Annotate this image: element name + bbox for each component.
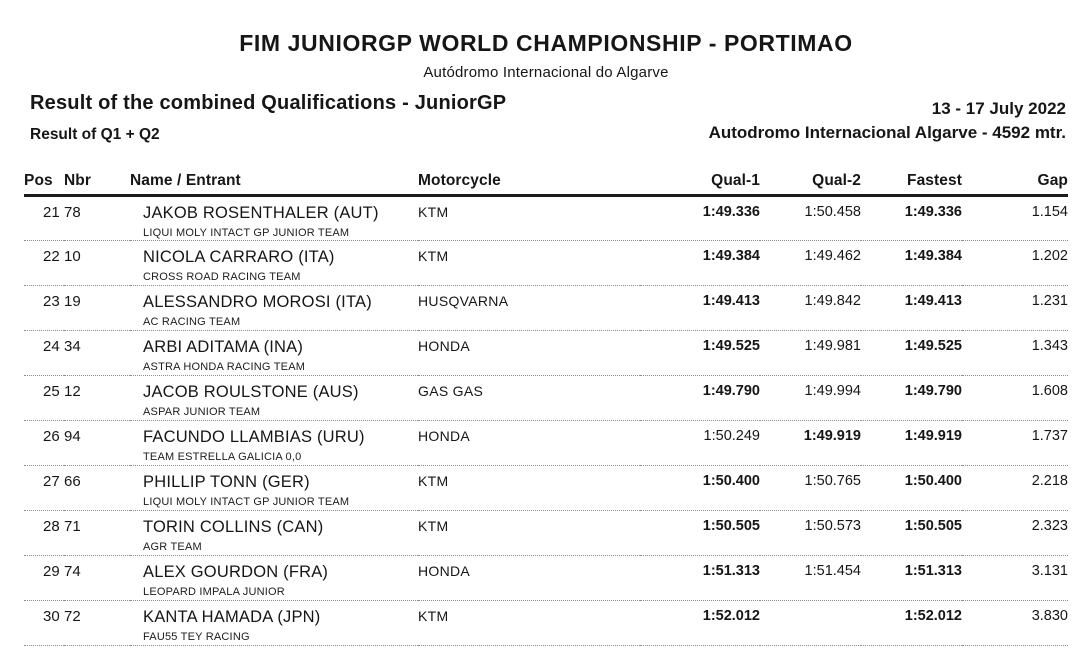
fastest-time: 1:50.505: [904, 518, 962, 534]
column-header-pos: Pos: [24, 172, 64, 196]
table-row: [24, 556, 1068, 601]
rider-number: 10: [64, 248, 81, 265]
result-session: Result of Q1 + Q2: [30, 126, 160, 143]
entrant-team: LIQUI MOLY INTACT GP JUNIOR TEAM: [143, 496, 350, 508]
name-entrant-cell: [130, 466, 418, 511]
motorcycle-value: HUSQVARNA: [418, 293, 509, 309]
rider-name: PHILLIP TONN (GER): [143, 473, 310, 491]
qual1-time: 1:50.505: [702, 518, 760, 534]
results-body: [24, 196, 1068, 646]
track-info: Autodromo Internacional Algarve - 4592 mtr.: [708, 123, 1066, 142]
gap-value: 1.608: [1031, 383, 1068, 399]
event-info-block: [709, 92, 1066, 143]
table-row: [24, 196, 1068, 241]
gap-value: 3.830: [1031, 608, 1068, 624]
name-entrant-cell: [130, 421, 418, 466]
position-value: 21: [43, 204, 60, 221]
qual2-time: 1:49.981: [804, 338, 861, 354]
entrant-team: LEOPARD IMPALA JUNIOR: [143, 586, 285, 598]
table-row: [24, 286, 1068, 331]
gap-value: 2.218: [1031, 473, 1068, 489]
motorcycle-value: GAS GAS: [418, 383, 484, 399]
rider-number: 74: [64, 563, 81, 580]
rider-name: NICOLA CARRARO (ITA): [143, 248, 335, 266]
rider-name: KANTA HAMADA (JPN): [143, 608, 321, 626]
rider-number: 78: [64, 204, 81, 221]
position-value: 25: [43, 383, 60, 400]
motorcycle-value: KTM: [418, 473, 449, 489]
entrant-team: LIQUI MOLY INTACT GP JUNIOR TEAM: [143, 227, 350, 239]
qual1-time: 1:49.413: [702, 293, 760, 309]
table-row: [24, 376, 1068, 421]
fastest-time: 1:49.336: [904, 204, 962, 220]
entrant-team: TEAM ESTRELLA GALICIA 0,0: [143, 451, 302, 463]
rider-number: 94: [64, 428, 81, 445]
qual2-time: [760, 601, 861, 646]
position-value: 24: [43, 338, 60, 355]
rider-number: 34: [64, 338, 81, 355]
column-header-motorcycle: Motorcycle: [418, 172, 640, 196]
fastest-time: 1:49.413: [904, 293, 962, 309]
name-entrant-cell: [130, 376, 418, 421]
result-heading-block: [30, 92, 506, 144]
result-title: Result of the combined Qualifications - JuniorGP: [30, 92, 507, 114]
qual1-time: 1:50.400: [702, 473, 760, 489]
fastest-time: 1:52.012: [904, 608, 962, 624]
qual2-time: 1:50.765: [804, 473, 861, 489]
info-row: [30, 92, 1066, 144]
position-value: 29: [43, 563, 60, 580]
motorcycle-value: HONDA: [418, 428, 471, 444]
table-header-row: [24, 172, 1068, 196]
entrant-team: ASTRA HONDA RACING TEAM: [143, 361, 306, 373]
column-header-qual1: Qual-1: [640, 172, 760, 196]
results-table: [24, 172, 1068, 646]
rider-number: 72: [64, 608, 81, 625]
motorcycle-value: KTM: [418, 248, 449, 264]
fastest-time: 1:49.790: [904, 383, 962, 399]
name-entrant-cell: [130, 286, 418, 331]
fastest-time: 1:51.313: [904, 563, 962, 579]
gap-value: 3.131: [1031, 563, 1068, 579]
table-row: [24, 241, 1068, 286]
rider-number: 71: [64, 518, 81, 535]
event-date: 13 - 17 July 2022: [931, 99, 1066, 118]
fastest-time: 1:49.384: [904, 248, 962, 264]
position-value: 22: [43, 248, 60, 265]
qual1-time: 1:50.249: [703, 428, 760, 444]
name-entrant-cell: [130, 511, 418, 556]
position-value: 28: [43, 518, 60, 535]
fastest-time: 1:50.400: [904, 473, 962, 489]
gap-value: 1.231: [1031, 293, 1068, 309]
table-row: [24, 466, 1068, 511]
position-value: 26: [43, 428, 60, 445]
column-header-qual2: Qual-2: [760, 172, 861, 196]
gap-value: 1.343: [1031, 338, 1068, 354]
motorcycle-value: KTM: [418, 608, 449, 624]
name-entrant-cell: [130, 241, 418, 286]
qual1-time: 1:49.790: [702, 383, 760, 399]
rider-name: JACOB ROULSTONE (AUS): [143, 383, 359, 401]
entrant-team: AC RACING TEAM: [143, 316, 241, 328]
entrant-team: CROSS ROAD RACING TEAM: [143, 271, 301, 283]
qual2-time: 1:49.462: [804, 248, 861, 264]
name-entrant-cell: [130, 331, 418, 376]
gap-value: 1.154: [1031, 204, 1068, 220]
qual1-time: 1:51.313: [702, 563, 760, 579]
rider-name: ARBI ADITAMA (INA): [143, 338, 304, 356]
qual2-time: 1:49.994: [804, 383, 861, 399]
column-header-gap: Gap: [962, 172, 1068, 196]
position-value: 23: [43, 293, 60, 310]
gap-value: 1.737: [1031, 428, 1068, 444]
table-row: [24, 601, 1068, 646]
fastest-time: 1:49.525: [904, 338, 962, 354]
rider-name: ALESSANDRO MOROSI (ITA): [143, 293, 372, 311]
gap-value: 1.202: [1031, 248, 1068, 264]
table-row: [24, 421, 1068, 466]
entrant-team: FAU55 TEY RACING: [143, 631, 250, 643]
page-title: FIM JUNIORGP WORLD CHAMPIONSHIP - PORTIMAO: [239, 30, 853, 56]
table-row: [24, 331, 1068, 376]
rider-number: 19: [64, 293, 81, 310]
rider-name: TORIN COLLINS (CAN): [143, 518, 324, 536]
rider-number: 66: [64, 473, 81, 490]
table-row: [24, 511, 1068, 556]
position-value: 30: [43, 608, 60, 625]
page-subtitle: Autódromo Internacional do Algarve: [423, 64, 669, 81]
motorcycle-value: HONDA: [418, 338, 471, 354]
qual1-time: 1:49.336: [702, 204, 760, 220]
qual2-time: 1:49.919: [803, 428, 861, 444]
qual2-time: 1:50.458: [804, 204, 861, 220]
rider-name: FACUNDO LLAMBIAS (URU): [143, 428, 365, 446]
column-header-nbr: Nbr: [64, 172, 130, 196]
rider-name: JAKOB ROSENTHALER (AUT): [143, 204, 379, 222]
entrant-team: ASPAR JUNIOR TEAM: [143, 406, 261, 418]
gap-value: 2.323: [1031, 518, 1068, 534]
fastest-time: 1:49.919: [904, 428, 962, 444]
qual1-time: 1:49.384: [702, 248, 760, 264]
column-header-fastest: Fastest: [861, 172, 962, 196]
qual1-time: 1:52.012: [702, 608, 760, 624]
name-entrant-cell: [130, 556, 418, 601]
qual2-time: 1:49.842: [804, 293, 861, 309]
name-entrant-cell: [130, 196, 418, 241]
motorcycle-value: KTM: [418, 204, 449, 220]
qual2-time: 1:51.454: [804, 563, 861, 579]
name-entrant-cell: [130, 601, 418, 646]
motorcycle-value: HONDA: [418, 563, 471, 579]
entrant-team: AGR TEAM: [143, 541, 202, 553]
qual2-time: 1:50.573: [804, 518, 861, 534]
rider-name: ALEX GOURDON (FRA): [143, 563, 329, 581]
column-header-name-entrant: Name / Entrant: [130, 172, 418, 196]
position-value: 27: [43, 473, 60, 490]
qual1-time: 1:49.525: [702, 338, 760, 354]
rider-number: 12: [64, 383, 81, 400]
motorcycle-value: KTM: [418, 518, 449, 534]
